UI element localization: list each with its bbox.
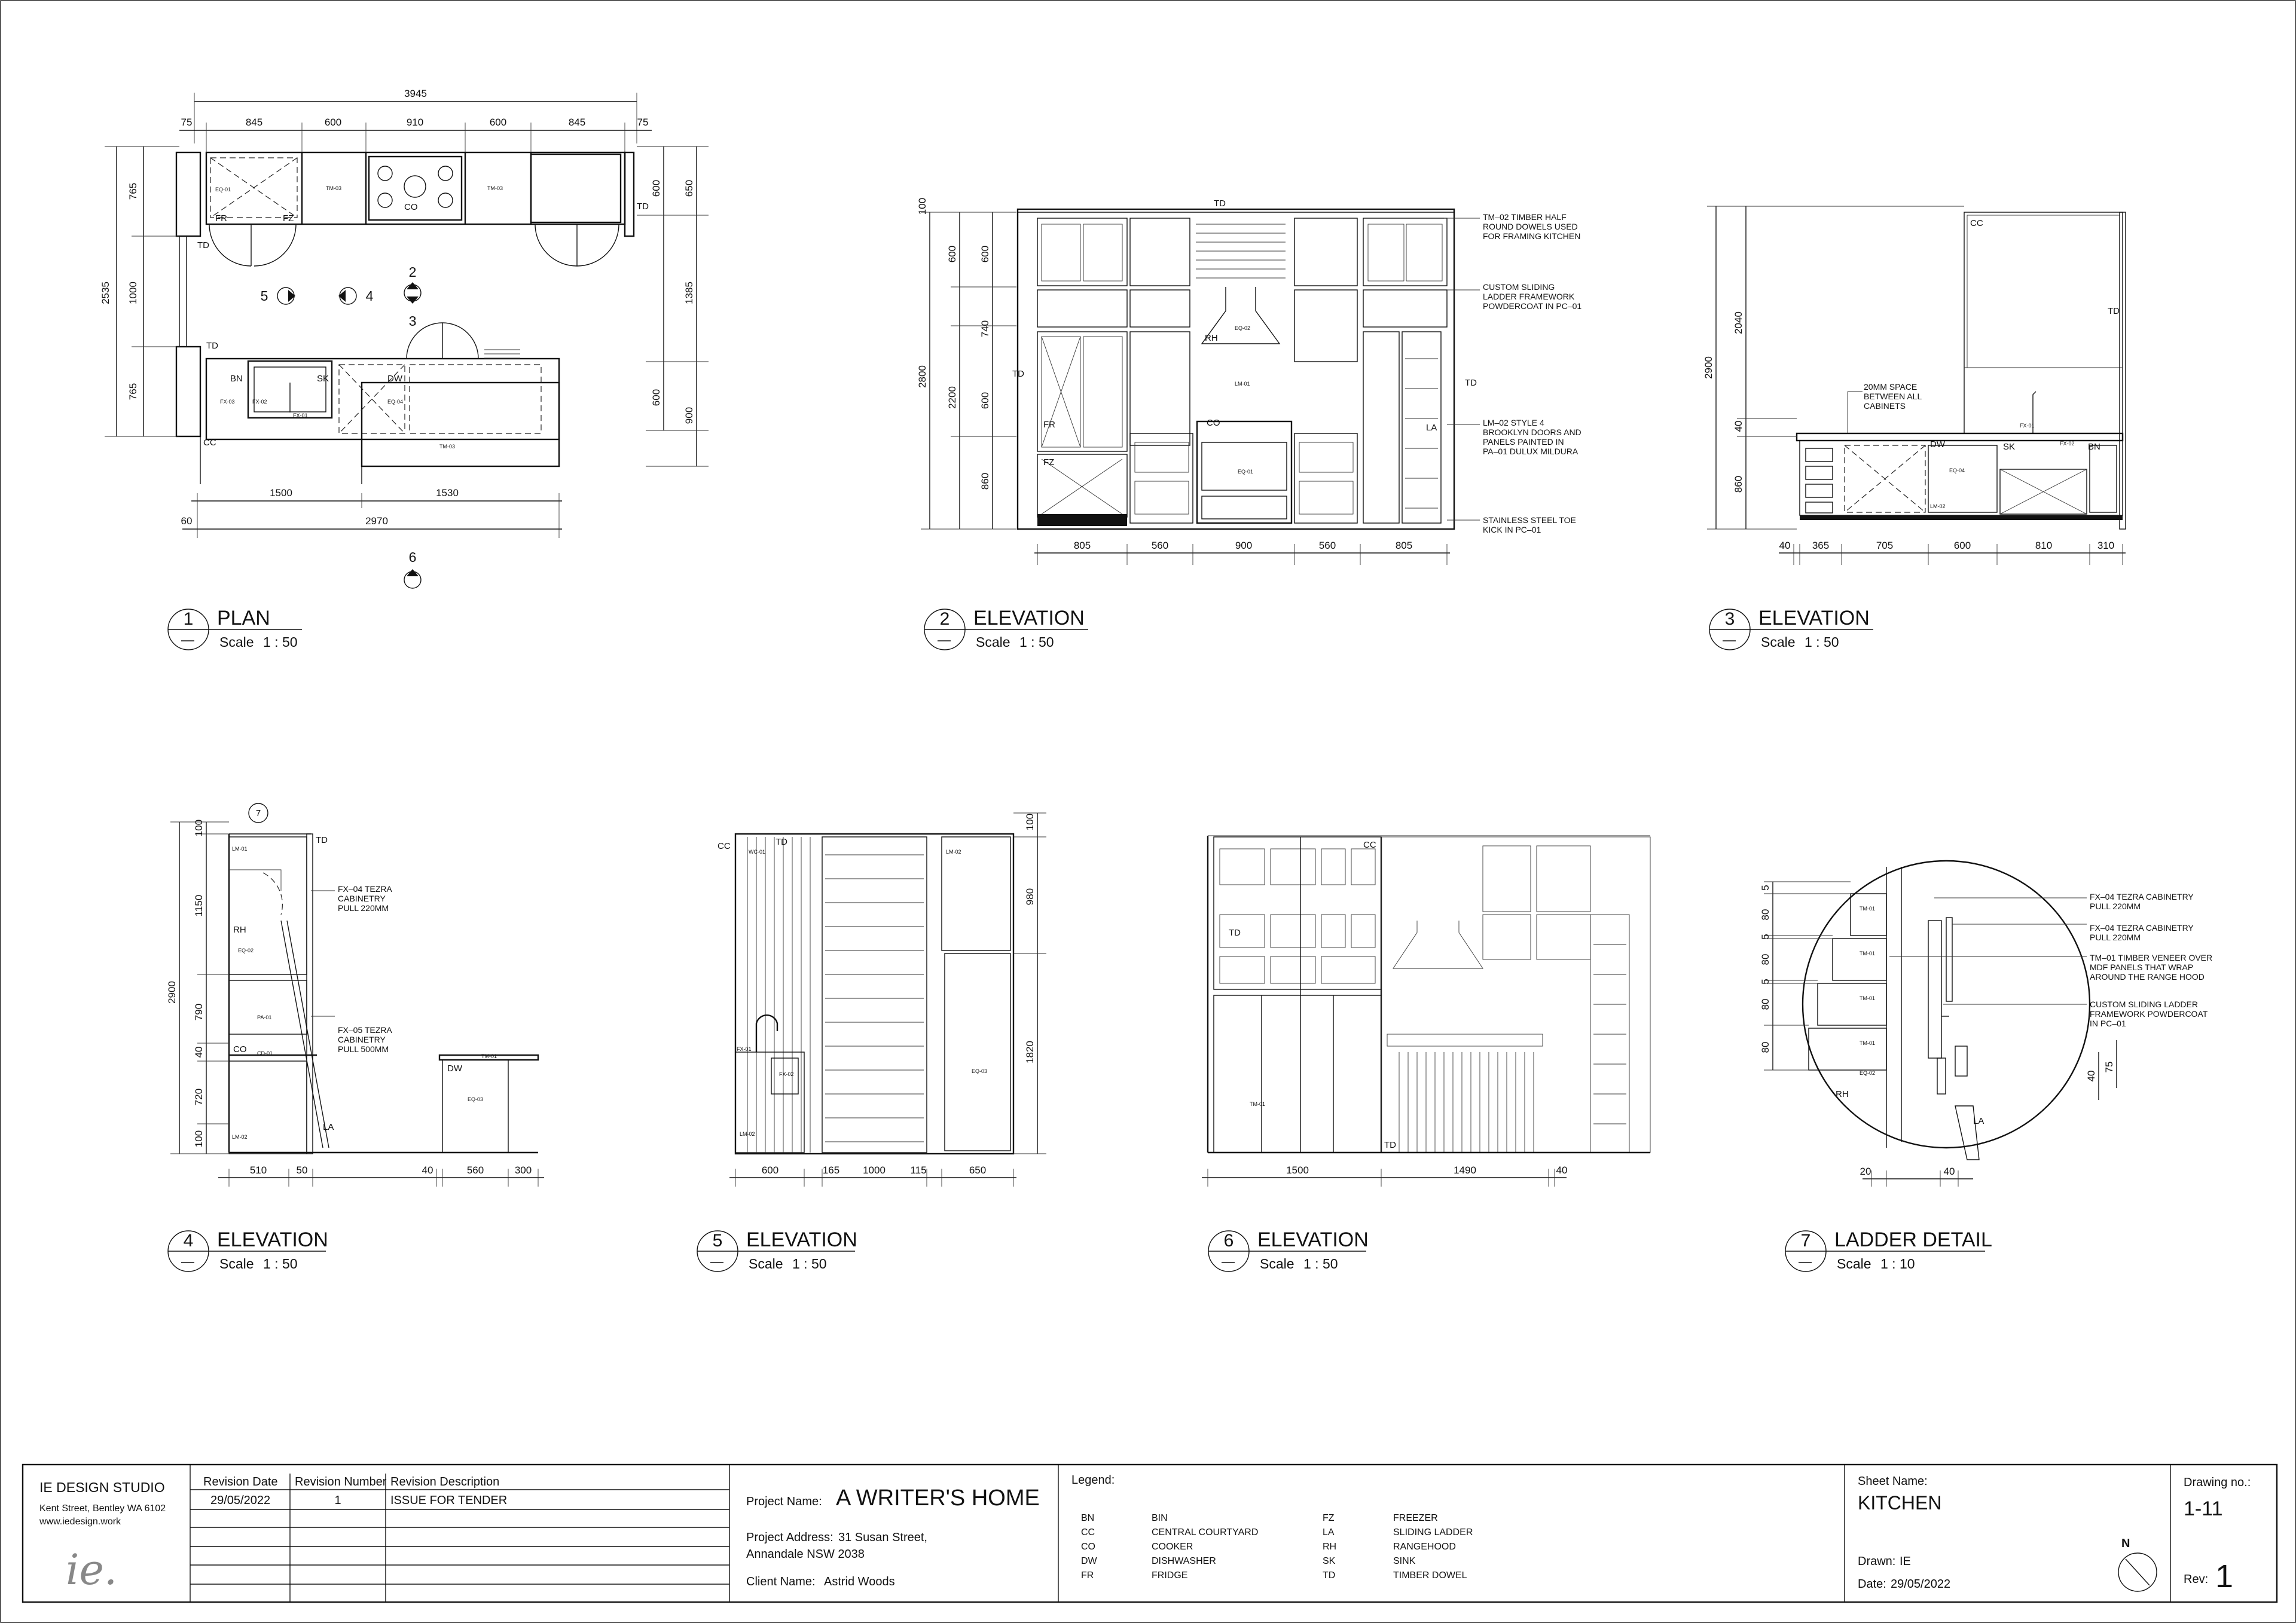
ladder-note-line: IN PC–01 (2090, 1019, 2126, 1028)
elev6-bottom-dim: 40 (1556, 1164, 1568, 1176)
plan-tiny-label: TM-03 (439, 444, 456, 450)
elev3-bottom-dim: 705 (1876, 540, 1894, 551)
elev5-bottom-dim: 165 (822, 1164, 840, 1176)
elev3-code-td: TD (2108, 306, 2120, 316)
drawn-label: Drawn: (1858, 1555, 1896, 1568)
studio-address: Kent Street, Bentley WA 6102 (39, 1503, 166, 1514)
view-scale-label: Scale (219, 1256, 254, 1271)
elev5-tiny-label: LM-02 (740, 1131, 755, 1137)
ladder-note-line: AROUND THE RANGE HOOD (2090, 972, 2205, 982)
project-address-label: Project Address: (746, 1531, 833, 1544)
legend-code: FR (1081, 1570, 1094, 1581)
view-number: 3 (1724, 609, 1735, 629)
elev2-code-co: CO (1207, 418, 1220, 428)
ladder-note-line: TM–01 TIMBER VENEER OVER (2090, 953, 2213, 962)
elev5-bottom-dim: 650 (969, 1164, 987, 1176)
legend-code: DW (1081, 1556, 1097, 1566)
ladder-note-line: FX–04 TEZRA CABINETRY (2090, 892, 2194, 901)
studio-name: IE DESIGN STUDIO (39, 1480, 165, 1495)
view-number: 1 (183, 609, 194, 629)
project-name: A WRITER'S HOME (836, 1486, 1040, 1511)
view-scale-label: Scale (1837, 1256, 1871, 1271)
revision-number: 1 (334, 1494, 341, 1507)
elev3-left-dim: 40 (1733, 420, 1744, 432)
plan-code-fz: FZ (283, 213, 294, 224)
ladder-tiny-label: TM-01 (1860, 906, 1876, 912)
plan-code-bn: BN (230, 374, 243, 384)
ladder-right-dim: 40 (2086, 1070, 2097, 1082)
client-name: Astrid Woods (824, 1575, 895, 1588)
elev2-code-td: TD (1214, 198, 1226, 209)
elev6-tiny-label: TM-01 (1250, 1101, 1266, 1107)
elev2-bottom-dim: 805 (1395, 540, 1413, 551)
plan-top-dim: 845 (245, 117, 263, 128)
elev2-left-dim: 2200 (947, 386, 958, 409)
plan-left-dim: 765 (127, 383, 139, 401)
legend-desc: DISHWASHER (1152, 1556, 1216, 1566)
elev2-code-td: TD (1012, 369, 1024, 379)
elev4-code-dw: DW (447, 1063, 462, 1074)
legend-desc: SLIDING LADDER (1393, 1527, 1473, 1538)
elev4-tiny-label: PA-01 (257, 1014, 272, 1020)
elev3-bottom-dim: 40 (1779, 540, 1791, 551)
rev-label: Rev: (2184, 1573, 2209, 1586)
plan-top-dim: 845 (568, 117, 586, 128)
plan-tiny-label: TM-03 (326, 185, 342, 191)
elev4-code-rh: RH (233, 925, 246, 935)
elev5-code-cc: CC (718, 841, 731, 851)
elev4-note-line: FX–05 TEZRA (338, 1025, 392, 1035)
elev4-note-line: PULL 220MM (338, 903, 389, 913)
ladder-right-dim: 75 (2103, 1061, 2115, 1073)
elev3-note-line: BETWEEN ALL (1864, 392, 1922, 401)
ladder-left-dim: 5 (1760, 885, 1771, 891)
elev3-left-dim: 2040 (1733, 311, 1744, 334)
elev2-left-dim: 600 (979, 245, 991, 263)
elev3-code-cc: CC (1970, 218, 1983, 228)
plan-right-dim: 900 (683, 406, 695, 424)
plan-bottom-dim: 60 (181, 515, 193, 527)
elev2-note-line: TM–02 TIMBER HALF (1483, 212, 1567, 222)
elev2-note-line: POWDERCOAT IN PC–01 (1483, 301, 1582, 311)
elev5-bottom-dim: 115 (910, 1164, 927, 1176)
view-number: 6 (1223, 1231, 1234, 1251)
legend-code: LA (1323, 1527, 1335, 1538)
elev2-left-dim: 600 (947, 245, 958, 263)
elev4-bottom-dim: 50 (296, 1164, 308, 1176)
legend-code: BN (1081, 1513, 1095, 1523)
ladder-bottom-dim: 20 (1860, 1166, 1871, 1177)
sheet-name-label: Sheet Name: (1858, 1475, 1928, 1488)
legend-code: SK (1323, 1556, 1336, 1566)
elev2-code-rh: RH (1205, 333, 1218, 343)
elev4-left-dim: 40 (193, 1046, 204, 1058)
elev4-bottom-dim: 40 (422, 1164, 433, 1176)
plan-overall-dim: 3945 (404, 88, 427, 99)
studio-website: www.iedesign.work (39, 1517, 121, 1527)
ladder-tiny-label: TM-01 (1860, 995, 1876, 1001)
elev5-right-dim: 980 (1024, 888, 1036, 906)
view-scale-label: Scale (1260, 1256, 1294, 1271)
date-label: Date: (1858, 1578, 1886, 1591)
elev4-left-dim: 100 (193, 1130, 204, 1148)
plan-code-td: TD (197, 240, 209, 250)
elev3-bottom-dim: 810 (2035, 540, 2053, 551)
elev4-tiny-label: LM-02 (232, 1134, 248, 1140)
plan-tiny-label: FX-03 (220, 399, 235, 405)
view-scale-label: Scale (219, 634, 254, 650)
plan-code-sk: SK (317, 374, 329, 384)
elev2-code-fr: FR (1043, 420, 1055, 430)
elev5-tiny-label: FX-01 (737, 1046, 752, 1052)
ladder-bottom-dim: 40 (1943, 1166, 1955, 1177)
elev6-code-cc: CC (1363, 840, 1376, 850)
plan-right-dim: 600 (651, 389, 662, 406)
legend-code: CO (1081, 1542, 1095, 1552)
revision-header: Revision Description (390, 1475, 500, 1488)
plan-right-dim: 650 (683, 179, 695, 197)
project-address-line: 31 Susan Street, (838, 1531, 927, 1544)
elev2-left-dim: 600 (979, 392, 991, 409)
view-scale-ratio: 1 : 50 (263, 1256, 298, 1271)
elev4-tiny-label: CD-01 (257, 1050, 273, 1056)
view-scale-label: Scale (749, 1256, 783, 1271)
view-marker-label: 3 (408, 313, 417, 329)
project-address-line: Annandale NSW 2038 (746, 1548, 865, 1561)
legend-desc: SINK (1393, 1556, 1416, 1566)
legend-desc: FREEZER (1393, 1513, 1438, 1523)
revision-date: 29/05/2022 (210, 1494, 271, 1507)
plan-left-dim: 2535 (100, 282, 111, 304)
elev3-tiny-label: FX-01 (2020, 423, 2035, 429)
client-name-label: Client Name: (746, 1575, 816, 1588)
elev4-left-dim: 2900 (166, 981, 178, 1004)
elev6-bottom-dim: 1500 (1286, 1164, 1309, 1176)
ladder-note-line: PULL 220MM (2090, 901, 2141, 911)
elev4-code-la: LA (323, 1122, 334, 1132)
elev4-note-line: CABINETRY (338, 894, 386, 903)
legend-code: RH (1323, 1542, 1337, 1552)
revision-header: Revision Number (295, 1475, 387, 1488)
elev3-bottom-dim: 310 (2097, 540, 2115, 551)
elev2-note-line: PANELS PAINTED IN (1483, 437, 1564, 447)
plan-right-dim: 1385 (683, 282, 695, 304)
view-scale-ratio: 1 : 10 (1880, 1256, 1915, 1271)
legend-desc: FRIDGE (1152, 1570, 1188, 1581)
legend-label: Legend: (1071, 1474, 1115, 1487)
elev4-note-line: PULL 500MM (338, 1044, 389, 1054)
view-marker-label: 6 (408, 549, 417, 565)
elev4-left-dim: 100 (193, 819, 204, 837)
revision-description: ISSUE FOR TENDER (390, 1494, 508, 1507)
elev2-bottom-dim: 805 (1073, 540, 1091, 551)
legend-desc: BIN (1152, 1513, 1168, 1523)
rev-number: 1 (2215, 1558, 2234, 1594)
view-title: ELEVATION (1257, 1228, 1369, 1251)
elev4-code-co: CO (233, 1044, 247, 1055)
revision-header: Revision Date (203, 1475, 278, 1488)
elev6-bottom-dim: 1490 (1454, 1164, 1476, 1176)
elev3-left-dim: 860 (1733, 475, 1744, 493)
view-scale-ratio: 1 : 50 (263, 634, 298, 650)
elev2-left-dim: 860 (979, 472, 991, 490)
elev4-tiny-label: TM-01 (481, 1053, 497, 1059)
view-scale-label: Scale (976, 634, 1010, 650)
elev2-code-la: LA (1426, 423, 1437, 433)
ladder-note-line: FRAMEWORK POWDERCOAT (2090, 1009, 2208, 1019)
elev4-left-dim: 1150 (193, 894, 204, 917)
elev4-left-dim: 790 (193, 1003, 204, 1021)
plan-code-td: TD (206, 341, 218, 351)
view-scale-ratio: 1 : 50 (1019, 634, 1054, 650)
ladder-left-dim: 80 (1760, 1041, 1771, 1053)
plan-top-dim: 600 (324, 117, 342, 128)
elev4-note-line: CABINETRY (338, 1035, 386, 1044)
plan-bottom-dim: 2970 (365, 515, 388, 527)
ladder-left-dim: 80 (1760, 909, 1771, 921)
view-title: LADDER DETAIL (1834, 1228, 1992, 1251)
elev2-note-line: PA–01 DULUX MILDURA (1483, 447, 1578, 456)
elev5-bottom-dim: 600 (761, 1164, 779, 1176)
legend-desc: CENTRAL COURTYARD (1152, 1527, 1259, 1538)
elev2-tiny-label: EQ-02 (1235, 325, 1251, 331)
elev5-tiny-label: FX-02 (779, 1071, 794, 1077)
elev3-code-bn: BN (2088, 442, 2100, 452)
view-title: ELEVATION (973, 607, 1085, 629)
elev2-left-dim: 100 (917, 197, 928, 215)
ladder-note-line: CUSTOM SLIDING LADDER (2090, 1000, 2198, 1009)
plan-tiny-label: EQ-01 (215, 187, 231, 192)
plan-left-dim: 1000 (127, 282, 139, 304)
project-name-label: Project Name: (746, 1495, 822, 1508)
elev4-tiny-label: EQ-03 (468, 1096, 484, 1102)
plan-code-td: TD (637, 201, 649, 212)
elev2-note-line: FOR FRAMING KITCHEN (1483, 231, 1581, 241)
elev2-code-td: TD (1465, 378, 1477, 388)
elev3-note-line: 20MM SPACE (1864, 382, 1918, 392)
sheet-date: 29/05/2022 (1891, 1578, 1951, 1591)
plan-tiny-label: FX-02 (252, 399, 267, 405)
plan-code-dw: DW (387, 374, 402, 384)
plan-bottom-dim: 1500 (270, 487, 292, 499)
elev5-right-dim: 1820 (1024, 1041, 1036, 1063)
plan-right-dim: 600 (651, 179, 662, 197)
elev3-left-dim: 2900 (1703, 356, 1714, 379)
elev2-note-line: LM–02 STYLE 4 (1483, 418, 1544, 427)
view-marker-label: 2 (408, 264, 417, 280)
view-title: ELEVATION (217, 1228, 328, 1251)
ladder-tiny-label: TM-01 (1860, 1040, 1876, 1046)
elev2-left-dim: 2800 (917, 365, 928, 388)
view-marker-label: 7 (255, 808, 261, 818)
plan-top-dim: 910 (406, 117, 424, 128)
elev5-tiny-label: WC-01 (749, 849, 766, 855)
ladder-left-dim: 80 (1760, 953, 1771, 965)
view-scale-ratio: 1 : 50 (1805, 634, 1839, 650)
view-scale-ratio: 1 : 50 (792, 1256, 827, 1271)
elev6-code-td: TD (1384, 1140, 1396, 1150)
elev3-bottom-dim: 365 (1812, 540, 1830, 551)
elev5-right-dim: 100 (1024, 813, 1036, 831)
legend-desc: TIMBER DOWEL (1393, 1570, 1467, 1581)
ladder-left-dim: 80 (1760, 998, 1771, 1010)
plan-tiny-label: TM-03 (487, 185, 503, 191)
plan-code-co: CO (404, 202, 418, 212)
plan-bottom-dim: 1530 (436, 487, 459, 499)
view-scale-ratio: 1 : 50 (1303, 1256, 1338, 1271)
plan-code-fr: FR (215, 213, 227, 224)
elev4-tiny-label: EQ-02 (238, 947, 254, 953)
elev3-note-line: CABINETS (1864, 401, 1906, 411)
elev3-code-sk: SK (2003, 442, 2016, 452)
view-marker-label: 4 (365, 288, 374, 304)
elev5-code-td: TD (775, 837, 787, 847)
ladder-left-dim: 5 (1760, 934, 1771, 940)
legend-code: CC (1081, 1527, 1095, 1538)
ladder-tiny-label: EQ-02 (1860, 1070, 1876, 1076)
elev4-tiny-label: LM-01 (232, 846, 248, 852)
elev2-tiny-label: LM-01 (1235, 381, 1250, 387)
plan-tiny-label: EQ-04 (387, 399, 404, 405)
elev3-tiny-label: LM-02 (1930, 503, 1946, 509)
elev3-bottom-dim: 600 (1953, 540, 1971, 551)
elev2-note-line: CUSTOM SLIDING (1483, 282, 1555, 292)
elev5-tiny-label: LM-02 (946, 849, 961, 855)
view-number: 2 (939, 609, 950, 629)
view-number: 4 (183, 1231, 194, 1251)
elev4-bottom-dim: 560 (466, 1164, 484, 1176)
elev4-note-line: FX–04 TEZRA (338, 884, 392, 894)
elev2-left-dim: 740 (979, 320, 991, 338)
elev5-tiny-label: EQ-03 (972, 1068, 988, 1074)
elev2-note-line: KICK IN PC–01 (1483, 525, 1541, 534)
plan-top-dim: 75 (181, 117, 193, 128)
plan-left-dim: 765 (127, 182, 139, 200)
ladder-tiny-label: TM-01 (1860, 950, 1876, 956)
elev4-left-dim: 720 (193, 1088, 204, 1106)
legend-code: FZ (1323, 1513, 1335, 1523)
view-marker-label: 5 (260, 288, 268, 304)
drawing-number: 1-11 (2184, 1497, 2223, 1520)
elev4-bottom-dim: 510 (249, 1164, 267, 1176)
elev2-note-line: LADDER FRAMEWORK (1483, 292, 1575, 301)
elev3-tiny-label: EQ-04 (1949, 467, 1965, 473)
view-title: ELEVATION (1758, 607, 1870, 629)
view-scale-label: Scale (1761, 634, 1796, 650)
plan-top-dim: 600 (489, 117, 507, 128)
drawn-by: IE (1900, 1555, 1911, 1568)
north-label: N (2121, 1537, 2130, 1550)
legend-desc: COOKER (1152, 1542, 1193, 1552)
elev6-code-td: TD (1229, 928, 1241, 938)
elev4-code-td: TD (316, 835, 328, 845)
drawing-number-label: Drawing no.: (2184, 1476, 2251, 1489)
elev2-note-line: BROOKLYN DOORS AND (1483, 427, 1581, 437)
plan-tiny-label: FX-01 (293, 412, 308, 418)
view-title: PLAN (217, 607, 270, 629)
legend-desc: RANGEHOOD (1393, 1542, 1456, 1552)
sheet-name: KITCHEN (1858, 1492, 1942, 1514)
elev2-bottom-dim: 560 (1318, 540, 1336, 551)
ladder-note-line: MDF PANELS THAT WRAP (2090, 962, 2194, 972)
elev2-note-line: ROUND DOWELS USED (1483, 222, 1578, 231)
ladder-left-dim: 5 (1760, 979, 1771, 985)
elev3-tiny-label: FX-02 (2060, 441, 2075, 447)
legend-code: TD (1323, 1570, 1336, 1581)
ladder-note-line: FX–04 TEZRA CABINETRY (2090, 923, 2194, 933)
elev4-bottom-dim: 300 (514, 1164, 532, 1176)
view-title: ELEVATION (746, 1228, 857, 1251)
plan-code-cc: CC (203, 438, 216, 448)
elev2-note-line: STAINLESS STEEL TOE (1483, 515, 1576, 525)
elev2-bottom-dim: 560 (1151, 540, 1169, 551)
plan-top-dim: 75 (637, 117, 649, 128)
view-number: 7 (1800, 1231, 1811, 1251)
ladder-code-la: LA (1973, 1116, 1984, 1126)
elev2-bottom-dim: 900 (1235, 540, 1253, 551)
ladder-note-line: PULL 220MM (2090, 933, 2141, 942)
elev2-code-fz: FZ (1043, 457, 1055, 467)
elev5-bottom-dim: 1000 (863, 1164, 886, 1176)
elev3-code-dw: DW (1930, 439, 1945, 450)
studio-logo: ie. (66, 1545, 118, 1594)
view-number: 5 (712, 1231, 723, 1251)
ladder-code-rh: RH (1836, 1089, 1849, 1099)
elev2-tiny-label: EQ-01 (1238, 469, 1254, 475)
